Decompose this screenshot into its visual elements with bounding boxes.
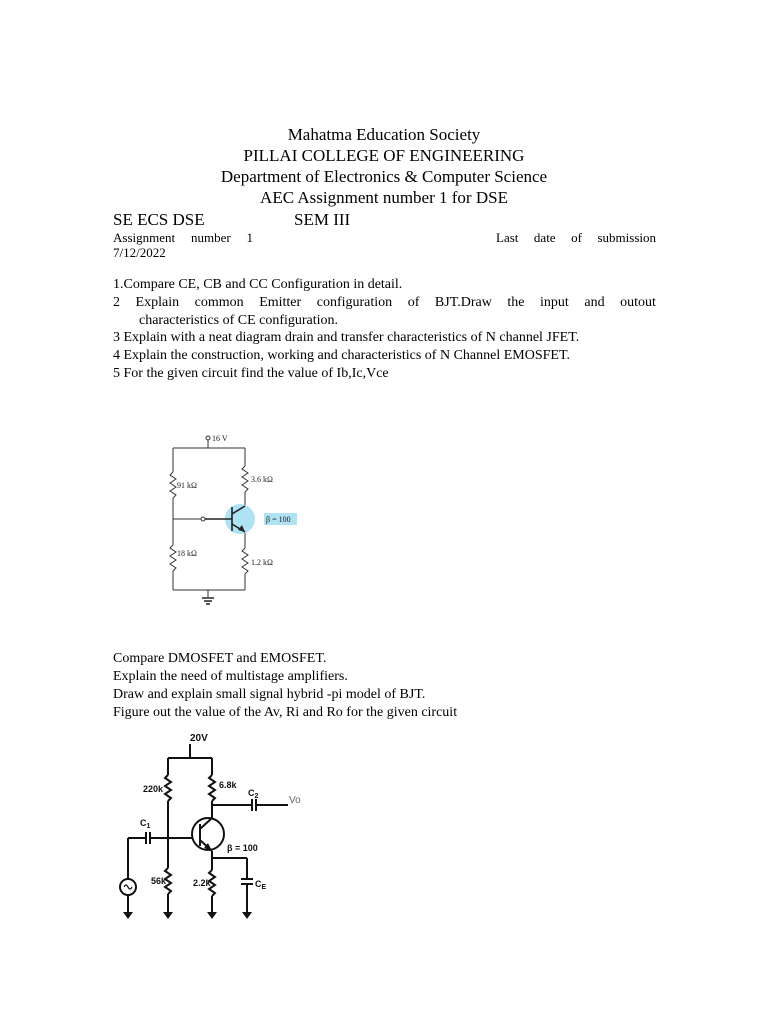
last-date-label: Last date of submission: [496, 230, 656, 245]
question-8: Draw and explain small signal hybrid -pi model of BJT.: [113, 687, 426, 702]
base-node: [201, 517, 205, 521]
vo-label: Vo: [289, 795, 301, 806]
rc-label: 3.6 kΩ: [251, 475, 273, 484]
question-1: 1.Compare CE, CB and CC Configuration in detail.: [113, 277, 403, 292]
ground-symbol-icon: [202, 598, 214, 604]
rc-label-2: 6.8k: [219, 780, 237, 790]
question-9: Figure out the value of the Av, Ri and Ro for the given circuit: [113, 705, 458, 720]
class-label: SE ECS DSE: [113, 210, 205, 229]
r2-label: 18 kΩ: [177, 549, 197, 558]
r1-label-2: 220k: [143, 784, 164, 794]
resistor-6-8k: [209, 775, 215, 801]
supply-label: 16 V: [212, 434, 228, 443]
ground-arrow-icon-source: [123, 912, 133, 919]
resistor-18k: [170, 545, 176, 571]
question-6: Compare DMOSFET and EMOSFET.: [113, 651, 327, 666]
c1-label: $C_1$: [140, 818, 151, 830]
submission-date: 7/12/2022: [113, 245, 166, 260]
resistor-220k: [165, 775, 171, 801]
college-name: PILLAI COLLEGE OF ENGINEERING: [243, 146, 525, 165]
assignment-number: Assignment number 1: [113, 230, 253, 245]
ground-arrow-icon-ce: [242, 912, 252, 919]
question-2-continued: characteristics of CE configuration.: [139, 313, 339, 328]
supply-label-2: 20V: [190, 733, 208, 744]
circuit-diagram-1: [160, 425, 320, 610]
supply-terminal: [206, 436, 210, 440]
ce-label: $C_E$: [255, 879, 267, 891]
society-name: Mahatma Education Society: [287, 125, 481, 144]
question-2: 2 Explain common Emitter configuration of BJT.Draw the input and outout: [113, 295, 656, 310]
c2-label: $C_2$: [248, 788, 259, 800]
assignment-title: AEC Assignment number 1 for DSE: [260, 188, 508, 207]
resistor-3-6k: [242, 466, 248, 492]
resistor-1-2k: [242, 548, 248, 574]
beta-label-2: β = 100: [227, 843, 258, 853]
question-3: 3 Explain with a neat diagram drain and transfer characteristics of N channel JFET.: [113, 330, 580, 345]
re-label: 1.2 kΩ: [251, 558, 273, 567]
beta-label: β = 100: [266, 515, 291, 524]
re-label-2: 2.2k: [193, 878, 211, 888]
question-7: Explain the need of multistage amplifiers.: [113, 669, 348, 684]
ground-arrow-icon-r2: [163, 912, 173, 919]
r2-label-2: 56k: [151, 876, 167, 886]
sine-wave-icon: [124, 885, 132, 889]
question-4: 4 Explain the construction, working and characteristics of N Channel EMOSFET.: [113, 348, 570, 363]
circuit-diagram-2: [110, 725, 320, 925]
department-name: Department of Electronics & Computer Science: [220, 167, 548, 186]
semester-label: SEM III: [294, 210, 351, 229]
r1-label: 91 kΩ: [177, 481, 197, 490]
ground-arrow-icon-re: [207, 912, 217, 919]
question-5: 5 For the given circuit find the value of Ib,Ic,Vce: [113, 366, 389, 381]
resistor-91k: [170, 472, 176, 498]
